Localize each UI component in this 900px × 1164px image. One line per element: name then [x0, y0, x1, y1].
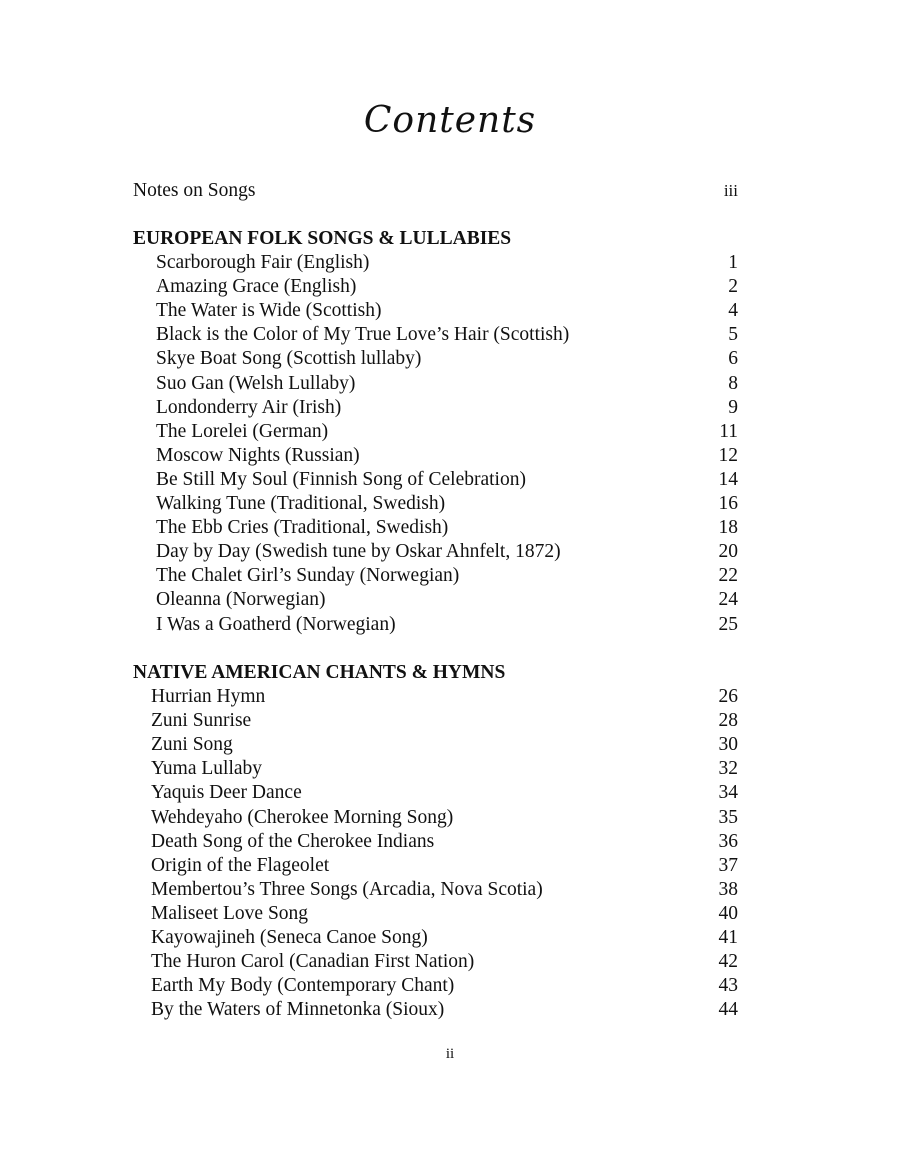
toc-entry-title: Origin of the Flageolet: [151, 854, 330, 876]
toc-entry-page: 38: [718, 878, 738, 900]
toc-entry: [156, 323, 738, 347]
toc-entry-notes: [133, 179, 738, 203]
toc-entry-title: The Huron Carol (Canadian First Nation): [151, 951, 475, 973]
toc-entry: [151, 950, 738, 974]
toc-entry: [151, 854, 738, 878]
toc-entry: [156, 347, 738, 371]
toc-entry: [156, 588, 738, 612]
toc-entry-title: Earth My Body (Contemporary Chant): [151, 975, 455, 997]
toc-entry: [151, 733, 738, 757]
toc-entry-page: 26: [718, 686, 738, 707]
toc-entry: [151, 757, 738, 781]
toc-entry: [151, 902, 738, 926]
toc-entry-title: I Was a Goatherd (Norwegian): [156, 613, 396, 635]
toc-entry-page: 36: [718, 830, 738, 852]
toc-entry-title: Zuni Sunrise: [151, 710, 252, 732]
toc-entry-page: 2: [728, 276, 738, 298]
toc-entry-page: 6: [728, 348, 738, 370]
toc-entry: [156, 516, 738, 540]
toc-entry: [156, 468, 738, 492]
section-heading: NATIVE AMERICAN CHANTS & HYMNS: [133, 662, 506, 683]
page-title: Contents: [363, 100, 537, 141]
toc-entry-page: 14: [718, 468, 738, 490]
toc-entry: [151, 830, 738, 854]
toc-entry-page: 8: [728, 372, 738, 394]
toc-entry-title: Skye Boat Song (Scottish lullaby): [156, 348, 422, 370]
toc-entry-title: Day by Day (Swedish tune by Oskar Ahnfelt, 1872): [156, 541, 561, 563]
toc-entry: [151, 709, 738, 733]
toc-entry-page: 25: [718, 613, 738, 635]
toc-entry-page: 16: [718, 493, 738, 514]
toc-entry-title: Moscow Nights (Russian): [156, 444, 360, 466]
toc-entry-title: The Water is Wide (Scottish): [156, 300, 382, 322]
toc-entry-title: Kayowajineh (Seneca Canoe Song): [151, 927, 428, 948]
toc-entry-page: 40: [718, 902, 738, 924]
toc-entry: [156, 299, 738, 323]
toc-entry-title: Londonderry Air (Irish): [156, 396, 342, 418]
toc-entry: [156, 372, 738, 396]
toc-entry-page: 4: [728, 300, 738, 322]
toc-entry-title: By the Waters of Minnetonka (Sioux): [151, 999, 445, 1021]
toc-entry-title: Suo Gan (Welsh Lullaby): [156, 372, 356, 394]
toc-entry: [156, 540, 738, 564]
toc-entry-title: The Lorelei (German): [156, 420, 329, 442]
toc-entry: [151, 685, 738, 709]
toc-entry-page: 32: [718, 758, 738, 780]
toc-entry-title: Yuma Lullaby: [151, 758, 263, 780]
toc-entry-page: 28: [718, 710, 738, 732]
toc-entry-title: The Chalet Girl’s Sunday (Norwegian): [156, 565, 460, 587]
toc-entry: [151, 974, 738, 998]
toc-entry-title: Yaquis Deer Dance: [151, 782, 302, 804]
toc-entry-page: 41: [718, 927, 738, 948]
toc-entry-title: Black is the Color of My True Love’s Hair (Scottish): [156, 324, 570, 346]
toc-entry: [151, 998, 738, 1022]
toc-entry: [151, 926, 738, 950]
toc-entry-title: Scarborough Fair (English): [156, 252, 370, 273]
toc-entry-page: 43: [718, 975, 738, 997]
toc-entry-page: 35: [718, 806, 738, 828]
toc-entry: [151, 878, 738, 902]
toc-entry-page: 44: [718, 999, 738, 1021]
toc-entry-page: 24: [718, 589, 738, 611]
toc-entry-title: Walking Tune (Traditional, Swedish): [156, 493, 446, 514]
toc-entry: [156, 251, 738, 275]
toc-entry-page: 30: [718, 734, 738, 756]
toc-entry: [156, 492, 738, 516]
toc-entry-page: 11: [719, 420, 738, 442]
toc-entry: [156, 564, 738, 588]
toc-entry-page: 37: [718, 854, 738, 876]
toc-entry-title: Oleanna (Norwegian): [156, 589, 326, 611]
toc-entry: [156, 444, 738, 468]
toc-entry-title: Amazing Grace (English): [156, 276, 357, 298]
page-number: ii: [445, 1046, 455, 1062]
toc-entry: [156, 396, 738, 420]
toc-entry: [151, 781, 738, 805]
toc-entry-page: 18: [718, 517, 738, 539]
toc-entry-title: Be Still My Soul (Finnish Song of Celebration): [156, 468, 526, 490]
toc-entry-page: 42: [718, 951, 738, 973]
toc-entry-page: 9: [728, 396, 738, 418]
toc-entry-page: 20: [718, 541, 738, 563]
toc-entry-title: Membertou’s Three Songs (Arcadia, Nova Scotia): [151, 878, 543, 900]
toc-entry-page: 12: [718, 444, 738, 466]
toc-entry: [156, 275, 738, 299]
toc-entry-page: 1: [728, 252, 738, 273]
toc-entry-page: 22: [718, 565, 738, 587]
toc-entry-page: iii: [723, 181, 738, 200]
toc-entry-title: Hurrian Hymn: [151, 686, 266, 707]
toc-entry-title: Wehdeyaho (Cherokee Morning Song): [151, 806, 454, 828]
toc-entry-title: Notes on Songs: [133, 180, 256, 201]
toc-entry-title: Death Song of the Cherokee Indians: [151, 830, 435, 852]
section-heading: EUROPEAN FOLK SONGS & LULLABIES: [133, 228, 512, 249]
toc-entry-page: 34: [718, 782, 738, 804]
toc-entry: [156, 613, 738, 637]
toc-entry-page: 5: [728, 324, 738, 346]
toc-entry-title: Maliseet Love Song: [151, 902, 309, 924]
toc-entry: [151, 806, 738, 830]
toc-entry: [156, 420, 738, 444]
toc-entry-title: Zuni Song: [151, 734, 233, 756]
toc-entry-title: The Ebb Cries (Traditional, Swedish): [156, 517, 449, 539]
